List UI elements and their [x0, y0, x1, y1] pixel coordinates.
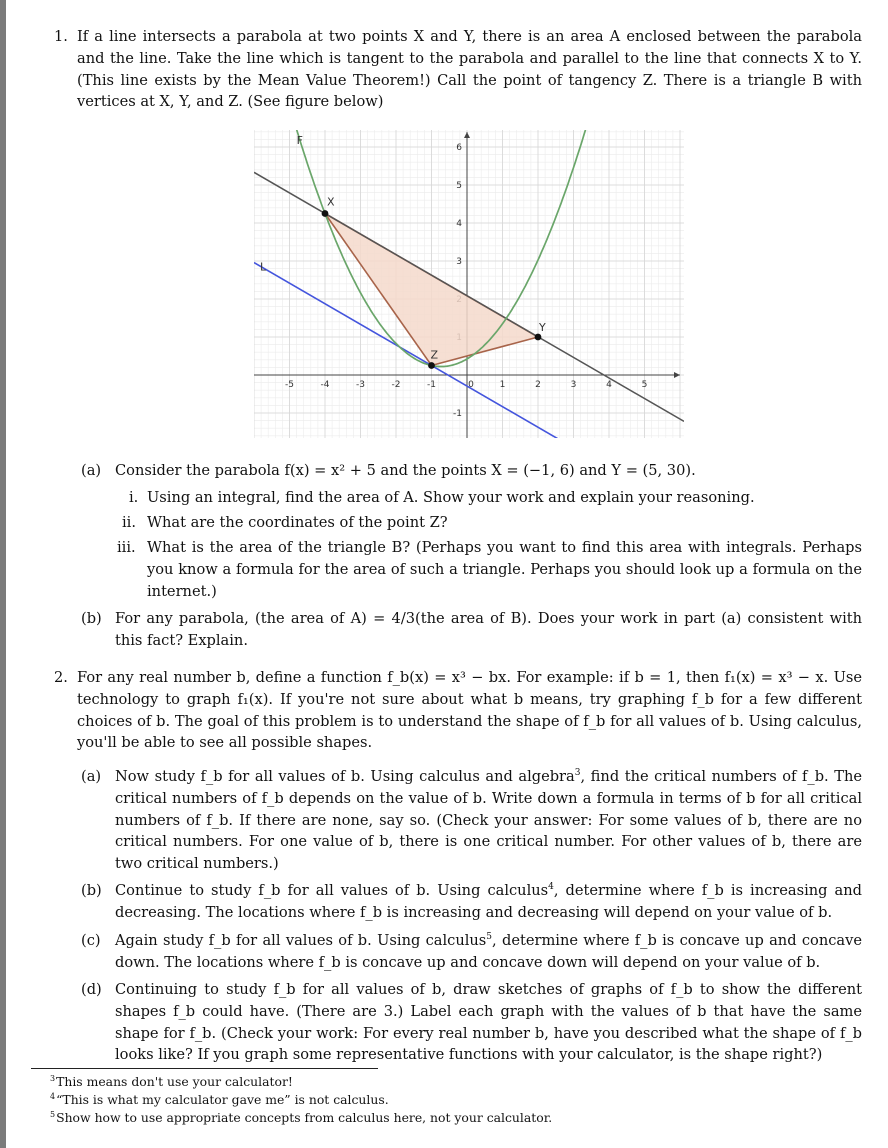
- label-x: X: [327, 195, 335, 209]
- x-tick-label: -4: [320, 380, 330, 390]
- point-z: [428, 362, 435, 369]
- footnote-4: $^4$“This is what my calculator gave me” is not calculus.: [50, 1091, 389, 1107]
- x-tick-label: 0: [468, 380, 474, 390]
- problem-2a-label: (a): [81, 768, 102, 785]
- problem-1-intro: [54, 26, 862, 113]
- problem-2a: [81, 766, 863, 875]
- problem-2c-text-2: , determine where f_b is concave up and concave down. The locations where f_b is concave up and concave down will depend on your value of b.: [115, 932, 862, 971]
- problem-2b-label: (b): [81, 882, 102, 899]
- label-y: Y: [539, 321, 546, 334]
- problem-1-text: If a line intersects a parabola at two points X and Y, there is an area A enclosed between the parabola and the line. Take the line which is tangent to the parabola and parallel to the line that connects X to Y. (This line exists by the Mean Value Theorem!) Call the point of tangency Z. There is a triangle B with vertices at X, Y, and Z. (See figure below): [77, 28, 862, 111]
- problem-1a-ii-text: What are the coordinates of the point Z?: [147, 514, 448, 531]
- label-z: Z: [430, 348, 439, 362]
- y-tick-label: 5: [456, 181, 462, 191]
- footnote-divider: [31, 1068, 378, 1069]
- problem-2c-label: (c): [81, 932, 101, 949]
- x-tick-label: 1: [499, 380, 506, 390]
- problem-2-text: For any real number b, define a function f_b(x) = x³ − bx. For example: if b = 1, then f₁(x) = x³ − x. Use technology to graph f₁(x). If you're not sure about what b means, try graphing f_b for a few different choices of b. The goal of this problem is to understand the shape of f_b for all values of b. Using calculus, you'll be able to see all possible shapes.: [77, 669, 862, 752]
- problem-1a-text: Consider the parabola f(x) = x² + 5 and the points X = (−1, 6) and Y = (5, 30).: [115, 462, 696, 479]
- problem-1a: [81, 460, 862, 482]
- problem-1a-iii-label: iii.: [117, 539, 136, 556]
- x-tick-label: 2: [535, 380, 541, 390]
- footnote-ref-3[interactable]: 3: [574, 768, 581, 779]
- problem-1a-i-text: Using an integral, find the area of A. Show your work and explain your reasoning.: [147, 489, 755, 506]
- problem-2a-text-2: , find the critical numbers of f_b. The critical numbers of f_b depends on the value of b. Write down a formula in terms of b for all critical numbers of f_b. If there are none, say so. (Check your answer: For some values of b, there are no critical numbers. For one value of b, there is one critical number. For other values of b, there are two critical numbers.): [115, 768, 863, 873]
- x-tick-label: 3: [570, 380, 577, 390]
- point-x: [322, 210, 329, 217]
- problem-1a-ii: [122, 512, 862, 534]
- x-tick-label: -2: [391, 380, 401, 390]
- x-tick-label: 5: [641, 380, 648, 390]
- problem-1a-ii-label: ii.: [122, 514, 136, 531]
- problem-2b: [81, 880, 862, 924]
- problem-1-number: 1.: [54, 28, 68, 45]
- problem-2b-text-2: , determine where f_b is increasing and decreasing. The locations where f_b is increasing and decreasing will depend on your value of b.: [115, 882, 862, 921]
- footnote-ref-4[interactable]: 4: [548, 882, 554, 893]
- x-tick-label: -5: [285, 380, 294, 390]
- problem-2-number: 2.: [54, 669, 68, 686]
- problem-1b-label: (b): [81, 610, 102, 627]
- footnote-3: $^3$This means don't use your calculator!: [50, 1073, 293, 1089]
- page-left-bar: [0, 0, 6, 1148]
- problem-2d-text: Continuing to study f_b for all values of b, draw sketches of graphs of f_b to show the different shapes f_b could have. (There are 3.) Label each graph with the values of b that have the same shape for f_b. (Check your work: For every real number b, have you described what the shape of f_b looks like? If you graph some representative functions with your calculator, is the shape right?): [115, 981, 862, 1064]
- problem-1b-text: For any parabola, (the area of A) = 4/3(the area of B). Does your work in part (a) consistent with this fact? Explain.: [115, 610, 862, 649]
- problem-1a-i-label: i.: [129, 489, 139, 506]
- problem-1a-i: [129, 487, 862, 509]
- problem-1b: [81, 608, 862, 652]
- problem-2c: [81, 930, 862, 974]
- y-tick-label: 3: [456, 257, 462, 267]
- y-tick-label: -1: [453, 409, 462, 419]
- y-tick-label: 4: [456, 219, 462, 229]
- problem-1a-label: (a): [81, 462, 102, 479]
- point-y: [535, 334, 542, 341]
- problem-2a-text-1: Now study f_b for all values of b. Using calculus and algebra: [115, 768, 575, 785]
- x-tick-label: -1: [427, 380, 436, 390]
- x-tick-label: 4: [606, 380, 612, 390]
- problem-2-intro: [54, 667, 862, 754]
- problem-1a-iii-text: What is the area of the triangle B? (Perhaps you want to find this area with integrals. Perhaps you know a formula for the area of such a triangle. Perhaps you should look up a formula on the internet.): [147, 539, 862, 600]
- problem-2d: [81, 979, 862, 1066]
- problem-2d-label: (d): [81, 981, 102, 998]
- footnote-ref-5[interactable]: 5: [486, 932, 493, 943]
- problem-1a-iii: [117, 537, 862, 602]
- problem-2b-text-1: Continue to study f_b for all values of b. Using calculus: [115, 882, 549, 899]
- y-tick-label: 6: [456, 143, 462, 153]
- x-tick-label: -3: [356, 380, 365, 390]
- problem-2c-text-1: Again study f_b for all values of b. Using calculus: [115, 932, 487, 949]
- footnote-5: $^5$Show how to use appropriate concepts from calculus here, not your calculator.: [50, 1109, 553, 1125]
- label-l: L: [260, 260, 267, 274]
- label-f: F: [296, 134, 303, 147]
- parabola-figure: [254, 130, 684, 438]
